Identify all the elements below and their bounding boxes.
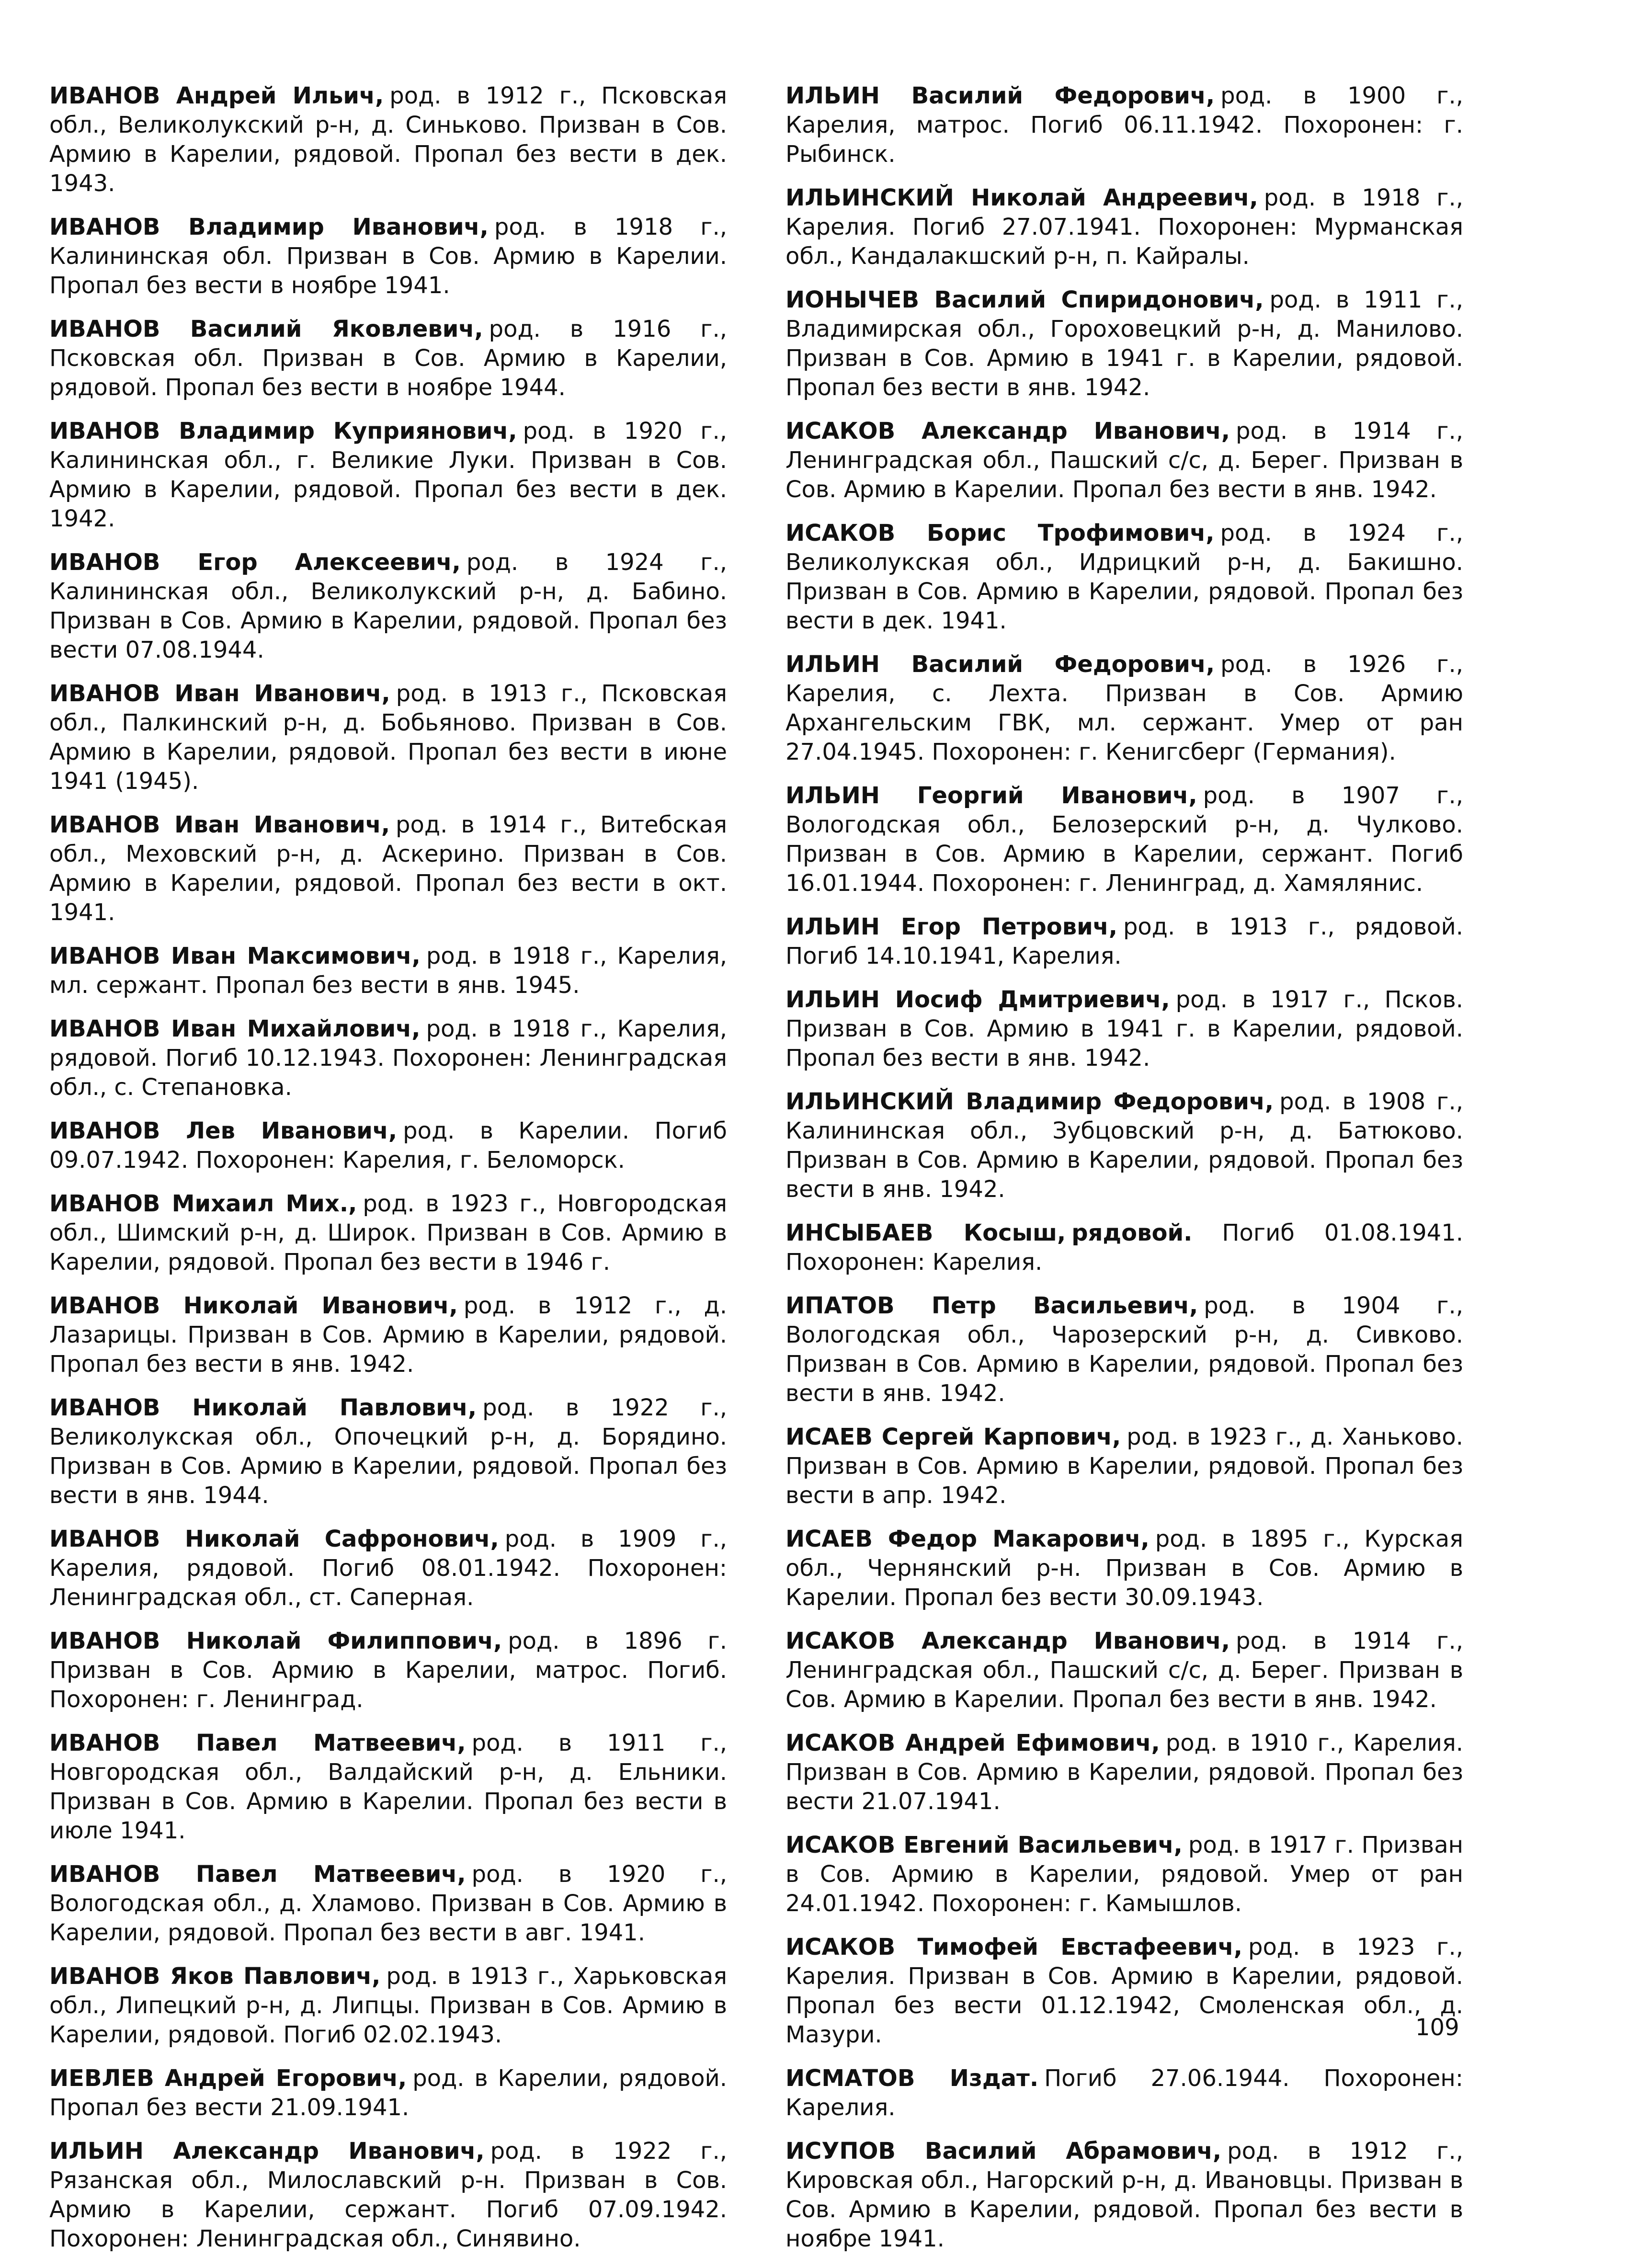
entry-name: ИСАКОВ Андрей Ефимович, — [786, 1730, 1160, 1756]
entry-details: род. в 1895 г., Курская обл., Чернянский р-н. Призван в Сов. Армию в Карелии. Пропал без вести 30.09.1943. — [786, 1526, 1463, 1611]
entry-details: род. в 1918 г., Карелия, мл. сержант. Пропал без вести в янв. 1945. — [49, 943, 727, 999]
list-item — [786, 781, 1463, 898]
entry-details: род. в 1913 г., Харьковская обл., Липецкий р-н, д. Липцы. Призван в Сов. Армию в Карелии, рядовой. Погиб 02.02.1943. — [49, 1963, 727, 2048]
entry-details: род. в 1920 г., Калининская обл., г. Великие Луки. Призван в Сов. Армию в Карелии, рядовой. Пропал без вести в дек. 1942. — [49, 418, 728, 532]
entry-name: ИВАНОВ Владимир Иванович, — [49, 214, 489, 240]
entry-details: род. в 1900 г., Карелия, матрос. Погиб 06.11.1942. Похоронен: г. Рыбинск. — [786, 82, 1463, 168]
entry-name: ИСАКОВ Тимофей Евстафеевич, — [786, 1934, 1242, 1960]
list-item — [786, 985, 1463, 1073]
list-item — [786, 1831, 1463, 1918]
entry-details: род. в 1908 г., Калининская обл., Зубцовский р-н, д. Батюково. Призван в Сов. Армию в Карелии, рядовой. Пропал без вести в янв. 1942. — [786, 1088, 1463, 1203]
list-item — [786, 285, 1463, 402]
entry-details: Погиб 27.06.1944. Похоронен: Карелия. — [786, 2065, 1463, 2121]
entry-name: ИПАТОВ Петр Васильевич, — [786, 1292, 1198, 1319]
entry-name: ИВАНОВ Лев Иванович, — [49, 1117, 398, 1144]
list-item — [49, 1627, 727, 1714]
list-item — [49, 1860, 727, 1948]
entry-name: ИЛЬИН Александр Иванович, — [49, 2138, 485, 2165]
entry-name: ИВАНОВ Иван Максимович, — [49, 943, 421, 969]
entry-details: род. в 1912 г., Псковская обл., Великолукский р-н, д. Синьково. Призван в Сов. Армию в Карелии, рядовой. Пропал без вести в дек. 1943. — [49, 82, 728, 197]
entry-name: ИСМАТОВ Издат. — [786, 2065, 1039, 2092]
entry-details: род. в 1917 г. Призван в Сов. Армию в Карелии, рядовой. Умер от ран 24.01.1942. Похоронен: г. Камышлов. — [786, 1832, 1463, 1917]
entry-name: ИЛЬИН Василий Федорович, — [786, 651, 1215, 678]
entry-details: род. в 1904 г., Вологодская обл., Чарозерский р-н, д. Сивково. Призван в Сов. Армию в Карелии, рядовой. Пропал без вести в янв. 1942. — [786, 1292, 1464, 1407]
entry-details: род. в 1913 г., рядовой. Погиб 14.10.1941, Карелия. — [786, 913, 1464, 969]
entry-name: ИВАНОВ Василий Яковлевич, — [49, 316, 483, 342]
entry-details: род. в 1914 г., Ленинградская обл., Пашский с/с, д. Берег. Призван в Сов. Армию в Карелии. Пропал без вести в янв. 1942. — [786, 418, 1463, 503]
entry-details: род. в Карелии. Погиб 09.07.1942. Похоронен: Карелия, г. Беломорск. — [49, 1117, 727, 1174]
entry-details: род. в 1918 г., Калининская обл. Призван в Сов. Армию в Карелии. Пропал без вести в ноябре 1941. — [49, 214, 727, 299]
entry-details: род. в 1922 г., Великолукская обл., Опочецкий р-н, д. Борядино. Призван в Сов. Армию в Карелии, рядовой. Пропал без вести в янв. 1944. — [49, 1394, 727, 1509]
list-item — [786, 1933, 1463, 2050]
entry-name: ИСАКОВ Александр Иванович, — [786, 418, 1230, 444]
entry-name: ИСАКОВ Борис Трофимович, — [786, 520, 1215, 547]
list-item — [49, 679, 727, 796]
entry-details: род. в 1910 г., Карелия. Призван в Сов. Армию в Карелии, рядовой. Пропал без вести 21.07.1941. — [786, 1730, 1463, 1815]
list-item — [49, 213, 727, 300]
entry-details: род. в 1926 г., Карелия, с. Лехта. Призван в Сов. Армию Архангельским ГВК, мл. сержант. Умер от ран 27.04.1945. Похоронен: г. Кенигсберг (Германия). — [786, 651, 1463, 765]
entry-details: род. в 1916 г., Псковская обл. Призван в Сов. Армию в Карелии, рядовой. Пропал без вести в ноябре 1944. — [49, 316, 727, 401]
entry-name: ИВАНОВ Иван Михайлович, — [49, 1015, 421, 1042]
list-item — [786, 1525, 1463, 1612]
list-item — [786, 2137, 1463, 2254]
list-item — [49, 1525, 727, 1612]
entry-details: род. в 1923 г., Карелия. Призван в Сов. Армию в Карелии, рядовой. Пропал без вести 01.12.1942, Смоленская обл., д. Мазури. — [786, 1934, 1464, 2048]
entry-details: род. в 1911 г., Новгородская обл., Валдайский р-н, д. Ельники. Призван в Сов. Армию в Карелии. Пропал без вести в июле 1941. — [49, 1730, 727, 1844]
list-item — [49, 417, 727, 534]
entry-details: род. в 1913 г., Псковская обл., Палкинский р-н, д. Бобьяново. Призван в Сов. Армию в Карелии, рядовой. Пропал без вести в июне 1941 (1945). — [49, 680, 728, 795]
entry-name: ИЕВЛЕВ Андрей Егорович, — [49, 2065, 407, 2092]
left-column — [49, 81, 727, 2268]
entry-name: ИЛЬИН Иосиф Дмитриевич, — [786, 986, 1170, 1013]
list-item — [49, 2064, 727, 2122]
entry-details: род. в 1920 г., Вологодская обл., д. Хламово. Призван в Сов. Армию в Карелии, рядовой. Пропал без вести в авг. 1941. — [49, 1861, 727, 1946]
list-item — [49, 1291, 727, 1379]
list-item — [49, 1117, 727, 1175]
entry-name: ИЛЬИНСКИЙ Николай Андреевич, — [786, 184, 1258, 211]
entry-details: род. в 1924 г., Великолукская обл., Идрицкий р-н, д. Бакишно. Призван в Сов. Армию в Карелии, рядовой. Пропал без вести в дек. 1941. — [786, 520, 1464, 634]
entry-details: род. в 1923 г., д. Ханьково. Призван в Сов. Армию в Карелии, рядовой. Пропал без вести в апр. 1942. — [786, 1424, 1464, 1509]
list-item — [786, 1627, 1463, 1714]
list-item — [786, 912, 1463, 971]
entry-details: род. в 1924 г., Калининская обл., Великолукский р-н, д. Бабино. Призван в Сов. Армию в Карелии, рядовой. Пропал без вести 07.08.1944. — [49, 549, 728, 663]
entry-name: ИЛЬИН Егор Петрович, — [786, 913, 1117, 940]
entry-name: ИСУПОВ Василий Абрамович, — [786, 2138, 1222, 2165]
entry-name: ИВАНОВ Яков Павлович, — [49, 1963, 381, 1990]
list-item — [786, 1219, 1463, 1277]
entry-name: ИВАНОВ Егор Алексеевич, — [49, 549, 461, 576]
entry-name: ИВАНОВ Николай Сафронович, — [49, 1526, 499, 1552]
entry-name: ИВАНОВ Николай Филиппович, — [49, 1628, 502, 1654]
entry-details: род. в 1914 г., Витебская обл., Меховский р-н, д. Аскерино. Призван в Сов. Армию в Карелии, рядовой. Пропал без вести в окт. 1941. — [49, 811, 727, 926]
list-item — [49, 1189, 727, 1277]
entry-details: род. в 1918 г., Карелия, рядовой. Погиб 10.12.1943. Похоронен: Ленинградская обл., с. Степановка. — [49, 1015, 727, 1101]
entry-name: ИВАНОВ Владимир Куприянович, — [49, 418, 517, 444]
list-item — [49, 1014, 727, 1102]
entry-name: ИСАКОВ Александр Иванович, — [786, 1628, 1230, 1654]
list-item — [786, 81, 1463, 169]
entry-details: род. в 1922 г., Рязанская обл., Милославский р-н. Призван в Сов. Армию в Карелии, сержант. Погиб 07.09.1942. Похоронен: Ленинградская обл., Синявино. — [49, 2138, 728, 2252]
entry-details: род. в 1918 г., Карелия. Погиб 27.07.1941. Похоронен: Мурманская обл., Кандалакшский р-н, п. Кайралы. — [786, 184, 1463, 270]
entry-details: род. в 1912 г., д. Лазарицы. Призван в Сов. Армию в Карелии, рядовой. Пропал без вести в янв. 1942. — [49, 1292, 728, 1378]
entry-details: Погиб 01.08.1941. Похоронен: Карелия. — [786, 1219, 1463, 1276]
list-item — [786, 1729, 1463, 1816]
entry-name: ИВАНОВ Андрей Ильич, — [49, 82, 384, 109]
entry-details: род. в 1911 г., Владимирская обл., Гороховецкий р-н, д. Манилово. Призван в Сов. Армию в 1941 г. в Карелии, рядовой. Пропал без вести в янв. 1942. — [786, 286, 1464, 401]
entry-name: ИВАНОВ Михаил Мих., — [49, 1190, 357, 1217]
entry-details: род. в 1912 г., Кировская обл., Нагорский р-н, д. Ивановцы. Призван в Сов. Армию в Карелии, рядовой. Пропал без вести в ноябре 1941. — [786, 2138, 1463, 2252]
entry-name: ИВАНОВ Николай Иванович, — [49, 1292, 458, 1319]
list-item — [49, 810, 727, 927]
list-item — [786, 650, 1463, 767]
entry-details: род. в 1907 г., Вологодская обл., Белозерский р-н, д. Чулково. Призван в Сов. Армию в Карелии, сержант. Погиб 16.01.1944. Похоронен: г. Ленинград, д. Хамялянис. — [786, 782, 1464, 897]
list-item — [49, 1729, 727, 1846]
entry-name: ИЛЬИНСКИЙ Владимир Федорович, — [786, 1088, 1274, 1115]
entry-name: ИВАНОВ Иван Иванович, — [49, 811, 390, 838]
entry-name: ИВАНОВ Павел Матвеевич, — [49, 1861, 466, 1888]
list-item — [49, 81, 727, 198]
list-item — [786, 1087, 1463, 1204]
entry-details: род. в 1909 г., Карелия, рядовой. Погиб 08.01.1942. Похоронен: Ленинградская обл., ст. Саперная. — [49, 1526, 728, 1611]
list-item — [49, 1962, 727, 2050]
entry-details: род. в 1896 г. Призван в Сов. Армию в Карелии, матрос. Погиб. Похоронен: г. Ленинград. — [49, 1628, 728, 1713]
entry-name: ИСАЕВ Сергей Карпович, — [786, 1424, 1121, 1450]
list-item — [786, 417, 1463, 504]
entry-rank: рядовой. — [1071, 1219, 1193, 1246]
entry-name: ИВАНОВ Николай Павлович, — [49, 1394, 477, 1421]
list-item — [49, 2137, 727, 2254]
entry-name: ИВАНОВ Иван Иванович, — [49, 680, 390, 707]
entry-name: ИВАНОВ Павел Матвеевич, — [49, 1730, 466, 1756]
list-item — [49, 942, 727, 1000]
entry-name: ИНСЫБАЕВ Косыш, — [786, 1219, 1066, 1246]
list-item — [49, 548, 727, 665]
page-number: 109 — [1415, 2014, 1459, 2041]
entry-details: род. в 1923 г., Новгородская обл., Шимский р-н, д. Широк. Призван в Сов. Армию в Карелии, рядовой. Пропал без вести в 1946 г. — [49, 1190, 727, 1276]
list-item — [49, 1393, 727, 1510]
entry-details: род. в 1917 г., Псков. Призван в Сов. Армию в 1941 г. в Карелии, рядовой. Пропал без вести в янв. 1942. — [786, 986, 1463, 1071]
list-item — [786, 2064, 1463, 2122]
entry-name: ИСАЕВ Федор Макарович, — [786, 1526, 1150, 1552]
list-item — [786, 183, 1463, 271]
right-column — [786, 81, 1463, 2268]
list-item — [786, 1291, 1463, 1408]
list-item — [786, 1423, 1463, 1510]
entry-name: ИОНЫЧЕВ Василий Спиридонович, — [786, 286, 1264, 313]
entry-name: ИЛЬИН Георгий Иванович, — [786, 782, 1197, 809]
entry-name: ИСАКОВ Евгений Васильевич, — [786, 1832, 1183, 1858]
entry-details: род. в Карелии, рядовой. Пропал без вести 21.09.1941. — [49, 2065, 728, 2121]
entry-details: род. в 1914 г., Ленинградская обл., Пашский с/с, д. Берег. Призван в Сов. Армию в Карелии. Пропал без вести в янв. 1942. — [786, 1628, 1463, 1713]
list-item — [786, 519, 1463, 636]
list-item — [49, 315, 727, 402]
entry-name: ИЛЬИН Василий Федорович, — [786, 82, 1215, 109]
